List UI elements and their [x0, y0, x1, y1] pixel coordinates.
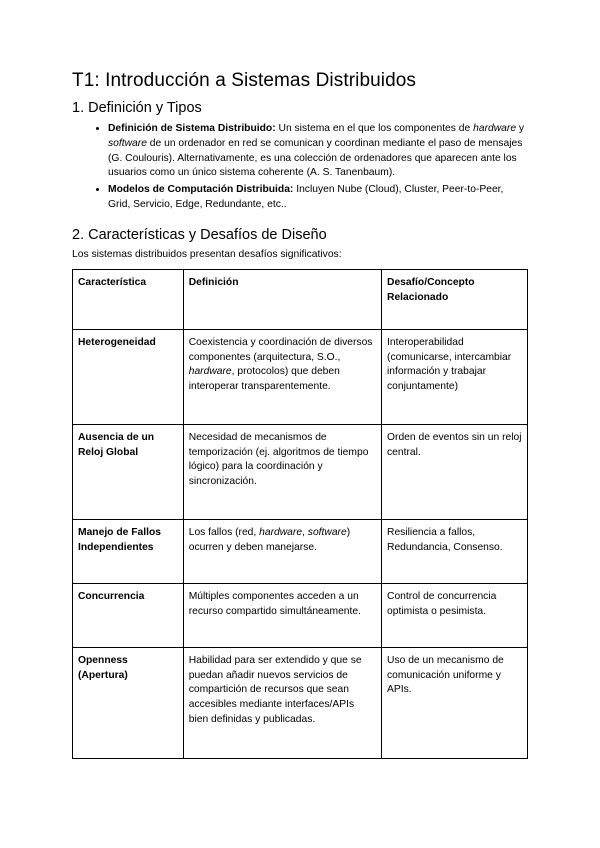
- table-row: [73, 647, 528, 758]
- cell-text: Coexistencia y coordinación de diversos componentes (arquitectura, S.O.,: [188, 336, 373, 363]
- table-row: [73, 583, 528, 647]
- bullet-label: Modelos de Computación Distribuida:: [108, 184, 294, 196]
- cell-desafio: Interoperabilidad (comunicarse, intercambiar información y trabajar conjuntamente): [382, 329, 528, 424]
- header-caracteristica: Característica: [73, 269, 184, 329]
- header-desafio: Desafío/Concepto Relacionado: [382, 269, 528, 329]
- cell-emphasis: software: [307, 526, 347, 538]
- cell-text: Los fallos (red,: [188, 526, 260, 538]
- table-row: [73, 329, 528, 424]
- bullet-text: Un sistema en el que los componentes de: [275, 123, 474, 134]
- bullet-emphasis: hardware: [473, 123, 517, 134]
- bullet-text: de un ordenador en red se comunican y coordinan mediante el paso de mensajes (G. Coulouris). Alternativamente, es una colección de ordenadores que aparecen ante los usuarios como un único sistema coherente (A. S. Tanenbaum).: [108, 137, 523, 179]
- bullet-text: y: [516, 123, 525, 134]
- cell-text: ,: [302, 526, 308, 538]
- cell-emphasis: hardware: [259, 526, 303, 538]
- cell-emphasis: hardware: [188, 366, 232, 378]
- document-page: [72, 70, 528, 759]
- table-row: [73, 519, 528, 583]
- bullet-definicion: [108, 122, 528, 181]
- cell-definicion: [183, 329, 381, 424]
- section-1-list: [72, 122, 528, 213]
- section-2-intro: Los sistemas distribuidos presentan desafíos significativos:: [72, 248, 342, 260]
- bullet-text: Incluyen Nube (Cloud), Cluster, Peer-to-Peer, Grid, Servicio, Edge, Redundante, etc..: [108, 184, 504, 210]
- cell-text: ) ocurren y deben manejarse.: [188, 526, 351, 553]
- cell-text: , protocolos) que deben interoperar transparentemente.: [188, 366, 340, 393]
- table-header-row: [73, 269, 528, 329]
- cell-caracteristica: Concurrencia: [73, 583, 184, 647]
- challenges-table: [72, 269, 528, 759]
- section-1-heading: 1. Definición y Tipos: [72, 100, 202, 116]
- cell-desafio: Uso de un mecanismo de comunicación uniforme y APIs.: [382, 647, 528, 758]
- cell-definicion: Múltiples componentes acceden a un recurso compartido simultáneamente.: [183, 583, 381, 647]
- bullet-label: Definición de Sistema Distribuido:: [108, 123, 276, 134]
- cell-desafio: Orden de eventos sin un reloj central.: [382, 424, 528, 519]
- cell-caracteristica: Openness (Apertura): [73, 647, 184, 758]
- bullet-modelos: [108, 183, 528, 213]
- cell-desafio: Resiliencia a fallos, Redundancia, Consenso.: [382, 519, 528, 583]
- cell-caracteristica: Heterogeneidad: [73, 329, 184, 424]
- cell-caracteristica: Manejo de Fallos Independientes: [73, 519, 184, 583]
- section-2-heading: 2. Características y Desafíos de Diseño: [72, 226, 327, 243]
- cell-definicion: Habilidad para ser extendido y que se puedan añadir nuevos servicios de compartición de recursos que sean accesibles mediante interfaces/APIs bien definidas y publicadas.: [183, 647, 381, 758]
- header-definicion: Definición: [183, 269, 381, 329]
- cell-definicion: Necesidad de mecanismos de temporización (ej. algoritmos de tiempo lógico) para la coordinación y sincronización.: [183, 424, 381, 519]
- cell-desafio: Control de concurrencia optimista o pesimista.: [382, 583, 528, 647]
- bullet-emphasis: software: [108, 137, 147, 149]
- table-row: [73, 424, 528, 519]
- cell-caracteristica: Ausencia de un Reloj Global: [73, 424, 184, 519]
- cell-definicion: [183, 519, 381, 583]
- document-title: T1: Introducción a Sistemas Distribuidos: [72, 70, 417, 91]
